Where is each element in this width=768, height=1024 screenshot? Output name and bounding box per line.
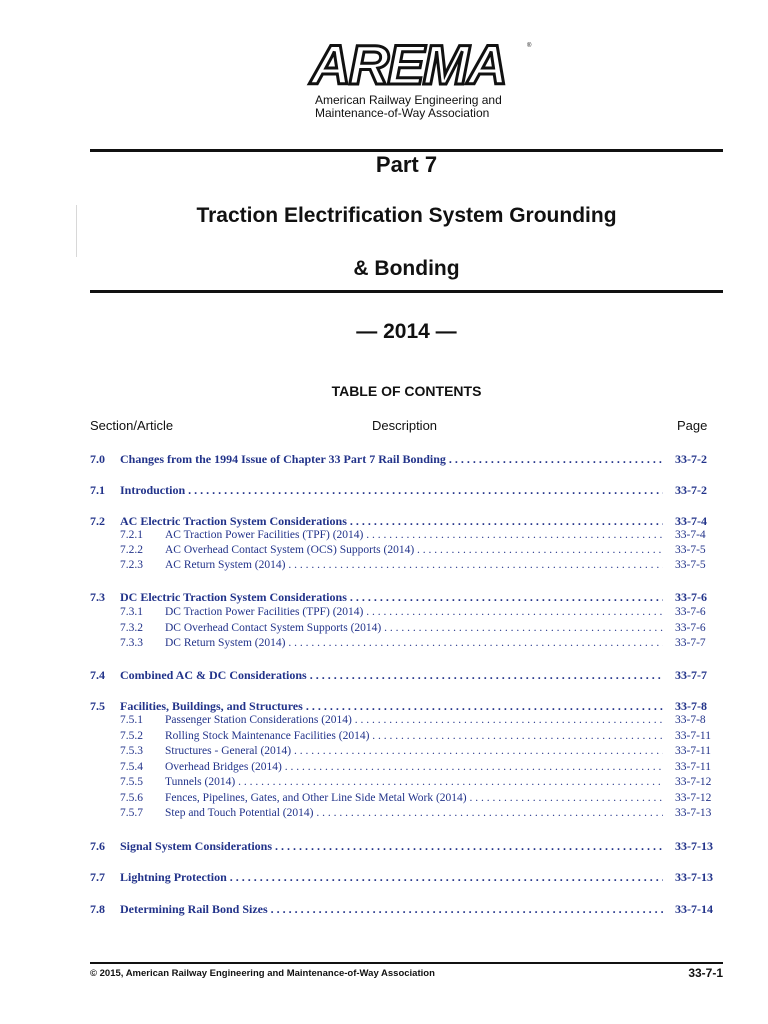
year-heading: — 2014 — (356, 320, 457, 343)
toc-page: 33-7-5 (675, 559, 706, 571)
org-line-1: American Railway Engineering and (315, 93, 502, 107)
column-header-description: Description (372, 418, 438, 433)
toc-entry-7-2[interactable] (90, 514, 723, 530)
toc-number: 7.5.7 (120, 807, 143, 819)
column-header-page: Page (677, 418, 708, 433)
toc-number: 7.0 (90, 452, 105, 466)
toc-number: 7.7 (90, 870, 105, 884)
toc-title: Lightning Protection . . . (120, 870, 663, 885)
toc-number: 7.1 (90, 483, 105, 497)
toc-title: Changes from the 1994 Issue of Chapter 33 Part 7 Rail Bonding . . . (120, 452, 663, 467)
title-line-1: Traction Electrification System Grounding (196, 204, 617, 227)
toc-page: 33-7-5 (675, 544, 706, 556)
toc-number: 7.3.2 (120, 622, 143, 634)
toc-page: 33-7-13 (675, 870, 713, 884)
toc-entry-7-8[interactable] (90, 902, 723, 918)
toc-entry-7-5[interactable] (90, 699, 723, 715)
toc-entry-7-3-1[interactable] (90, 606, 723, 622)
toc-page: 33-7-13 (675, 839, 713, 853)
toc-title: Fences, Pipelines, Gates, and Other Line Side Metal Work (2014) . . . (165, 792, 663, 804)
toc-title: DC Electric Traction System Considerations . . . (120, 590, 663, 605)
toc-title: DC Return System (2014) . . . (165, 637, 663, 649)
toc-page: 33-7-7 (675, 637, 706, 649)
toc-number: 7.5.5 (120, 776, 143, 788)
toc-number: 7.2.2 (120, 544, 143, 556)
toc-number: 7.5.3 (120, 745, 143, 757)
toc-page: 33-7-4 (675, 529, 706, 541)
toc-title: Facilities, Buildings, and Structures . . . (120, 699, 663, 714)
toc-number: 7.3.1 (120, 606, 143, 618)
footer-page-number: 33-7-1 (688, 966, 723, 980)
toc-number: 7.6 (90, 839, 105, 853)
toc-entry-7-1[interactable] (90, 483, 723, 499)
toc-page: 33-7-8 (675, 699, 707, 713)
toc-page: 33-7-13 (675, 807, 712, 819)
toc-number: 7.5.4 (120, 761, 143, 773)
registered-mark-icon: ® (527, 43, 532, 49)
toc-entry-7-5-6[interactable] (90, 792, 723, 808)
toc-number: 7.8 (90, 902, 105, 916)
toc-number: 7.2.1 (120, 529, 143, 541)
toc-title: Signal System Considerations . . . (120, 839, 663, 854)
toc-page: 33-7-12 (675, 792, 712, 804)
toc-number: 7.3 (90, 590, 105, 604)
org-line-2: Maintenance-of-Way Association (315, 106, 490, 120)
toc-title: AC Electric Traction System Considerations . . . (120, 514, 663, 529)
toc-entry-7-5-4[interactable] (90, 761, 723, 777)
toc-title: AC Return System (2014) . . . (165, 559, 663, 571)
toc-title: Combined AC & DC Considerations . . . (120, 668, 663, 683)
toc-number: 7.4 (90, 668, 105, 682)
toc-entry-7-7[interactable] (90, 870, 723, 886)
toc-page: 33-7-12 (675, 776, 712, 788)
toc-entry-7-3[interactable] (90, 590, 723, 606)
toc-title: Step and Touch Potential (2014) . . . (165, 807, 663, 819)
toc-title: Introduction . . . (120, 483, 663, 498)
toc-entry-7-2-1[interactable] (90, 529, 723, 545)
toc-number: 7.2.3 (120, 559, 143, 571)
column-header-section: Section/Article (90, 418, 174, 433)
toc-page: 33-7-14 (675, 902, 713, 916)
arema-logo-text: AREMA (310, 38, 506, 94)
arema-logo-graphic (283, 38, 533, 94)
toc-number: 7.5.1 (120, 714, 143, 726)
toc-title: Tunnels (2014) . . . (165, 776, 663, 788)
toc-entry-7-0[interactable] (90, 452, 723, 468)
toc-number: 7.5.6 (120, 792, 143, 804)
toc-number: 7.2 (90, 514, 105, 528)
toc-entry-7-4[interactable] (90, 668, 723, 684)
arema-logo (283, 38, 533, 94)
part-heading: Part 7 (375, 152, 438, 177)
toc-entry-7-3-3[interactable] (90, 637, 723, 653)
footer-copyright: © 2015, American Railway Engineering and Maintenance-of-Way Association (90, 968, 435, 979)
toc-title: AC Traction Power Facilities (TPF) (2014) . . . (165, 529, 663, 541)
organization-name (315, 94, 555, 120)
toc-entry-7-2-3[interactable] (90, 559, 723, 575)
toc-title: Passenger Station Considerations (2014) . . . (165, 714, 663, 726)
toc-page: 33-7-6 (675, 590, 707, 604)
toc-page: 33-7-6 (675, 606, 706, 618)
title-line-2: & Bonding (353, 257, 460, 280)
toc-number: 7.5 (90, 699, 105, 713)
toc-entry-7-3-2[interactable] (90, 622, 723, 638)
toc-page: 33-7-6 (675, 622, 706, 634)
toc-title: Determining Rail Bond Sizes . . . (120, 902, 663, 917)
toc-page: 33-7-11 (675, 730, 711, 742)
toc-entry-7-6[interactable] (90, 839, 723, 855)
toc-entry-7-5-7[interactable] (90, 807, 723, 823)
toc-title: Overhead Bridges (2014) . . . (165, 761, 663, 773)
footer-rule (90, 962, 723, 964)
toc-title: DC Traction Power Facilities (TPF) (2014) . . . (165, 606, 663, 618)
toc-page: 33-7-8 (675, 714, 706, 726)
toc-page: 33-7-11 (675, 745, 711, 757)
toc-page: 33-7-4 (675, 514, 707, 528)
toc-entry-7-2-2[interactable] (90, 544, 723, 560)
toc-title: DC Overhead Contact System Supports (2014) . . . (165, 622, 663, 634)
toc-page: 33-7-7 (675, 668, 707, 682)
toc-entry-7-5-3[interactable] (90, 745, 723, 761)
toc-entry-7-5-5[interactable] (90, 776, 723, 792)
toc-page: 33-7-2 (675, 452, 707, 466)
toc-page: 33-7-2 (675, 483, 707, 497)
toc-entry-7-5-1[interactable] (90, 714, 723, 730)
toc-heading: TABLE OF CONTENTS (331, 383, 482, 399)
toc-title: AC Overhead Contact System (OCS) Supports (2014) . . . (165, 544, 663, 556)
margin-change-bar (76, 205, 77, 257)
toc-page: 33-7-11 (675, 761, 711, 773)
toc-number: 7.3.3 (120, 637, 143, 649)
toc-title: Rolling Stock Maintenance Facilities (2014) . . . (165, 730, 663, 742)
bottom-title-rule (90, 290, 723, 293)
toc-entry-7-5-2[interactable] (90, 730, 723, 746)
toc-number: 7.5.2 (120, 730, 143, 742)
toc-title: Structures - General (2014) . . . (165, 745, 663, 757)
